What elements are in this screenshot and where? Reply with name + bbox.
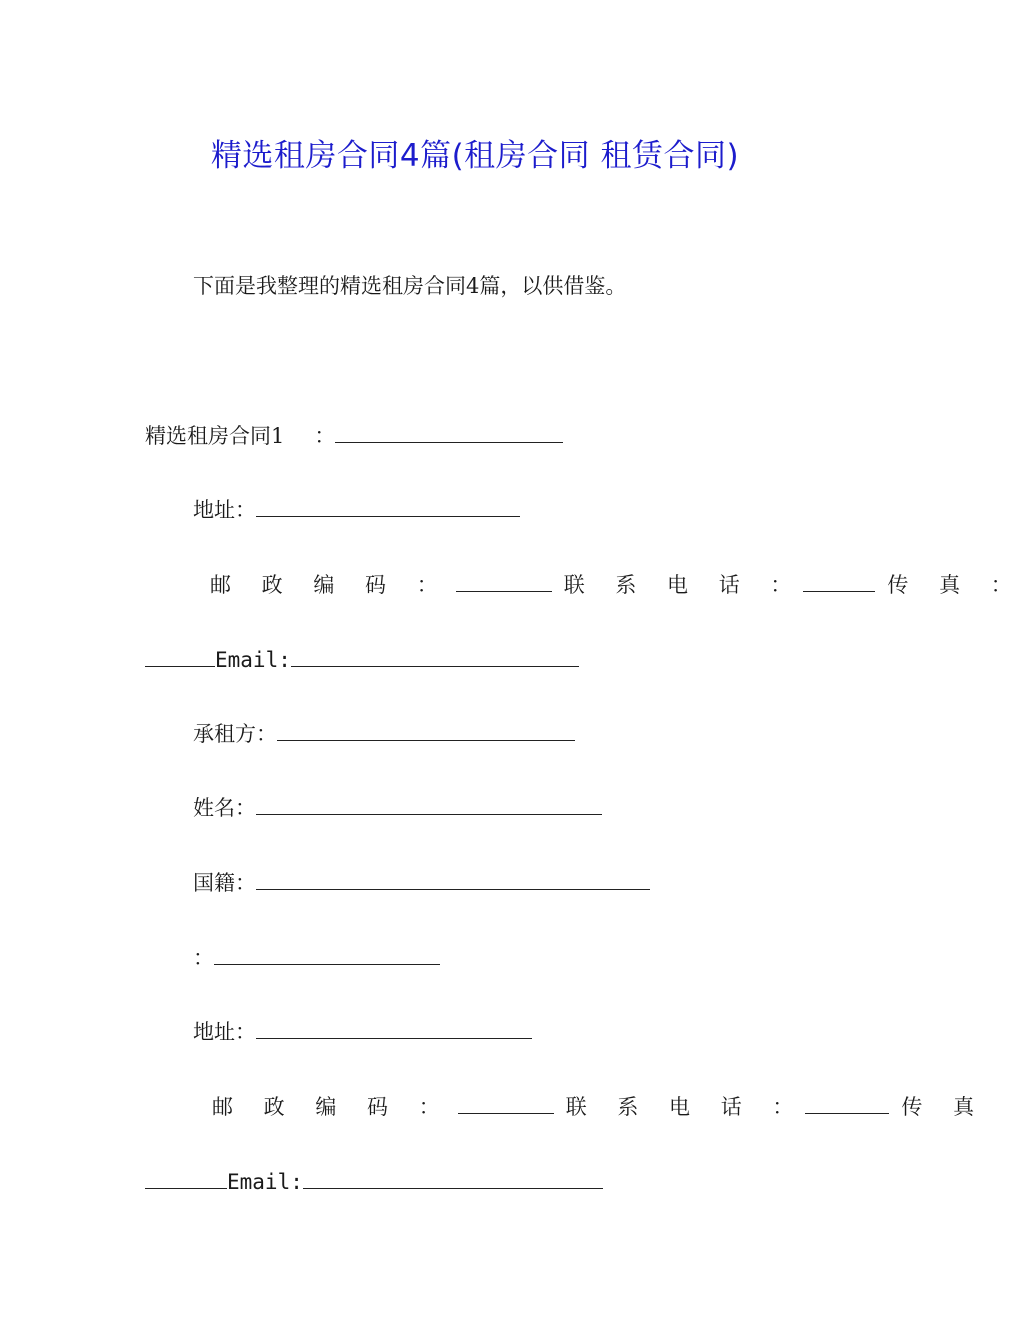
address-blank[interactable] [256, 496, 520, 517]
contract-heading: 精选租房合同1 [145, 424, 285, 448]
lessor-address-line [193, 495, 520, 525]
email-blank-2[interactable] [303, 1168, 603, 1189]
intro-text: 下面是我整理的精选租房合同4篇，以供借鉴。 [193, 274, 627, 298]
address-label-2: 地址： [193, 1020, 256, 1044]
lessee-contact-line [212, 1092, 986, 1122]
nationality-line [193, 868, 650, 898]
unlabeled-colon: ： [193, 946, 214, 970]
lessee-blank[interactable] [277, 720, 575, 741]
unlabeled-blank[interactable] [214, 944, 440, 965]
nationality-label: 国籍： [193, 871, 256, 895]
lessor-email-line [145, 645, 579, 675]
lessee-line [193, 719, 575, 749]
address-blank-2[interactable] [256, 1018, 532, 1039]
lessee-label: 承租方： [193, 722, 277, 746]
postal-label: 邮 政 编 码 ： [210, 573, 450, 597]
heading-colon: ： [314, 424, 336, 448]
fax-label: 传 真 ： [887, 573, 1024, 597]
phone-blank[interactable] [803, 571, 875, 592]
lessee-email-line [145, 1167, 603, 1197]
email-blank[interactable] [291, 646, 579, 667]
name-blank[interactable] [256, 794, 602, 815]
fax-blank-2[interactable] [145, 1168, 227, 1189]
postal-label-2: 邮 政 编 码 ： [212, 1095, 452, 1119]
fax-label-2: 传 真 [901, 1095, 987, 1119]
contract-heading-line [145, 421, 563, 451]
phone-blank-2[interactable] [805, 1093, 889, 1114]
email-label: Email: [215, 648, 291, 672]
phone-label-2: 联 系 电 话 ： [565, 1095, 806, 1119]
nationality-blank[interactable] [256, 869, 650, 890]
lessor-blank[interactable] [335, 422, 563, 443]
unlabeled-line [193, 943, 440, 973]
document-title: 精选租房合同4篇(租房合同 租赁合同) [210, 138, 740, 174]
intro-paragraph [193, 271, 626, 301]
name-label: 姓名： [193, 796, 256, 820]
fax-blank[interactable] [145, 646, 215, 667]
postal-blank[interactable] [456, 571, 552, 592]
lessee-address-line [193, 1017, 532, 1047]
postal-blank-2[interactable] [458, 1093, 554, 1114]
phone-label: 联 系 电 话 ： [563, 573, 804, 597]
name-line [193, 793, 602, 823]
address-label: 地址： [193, 498, 256, 522]
lessor-contact-line [210, 570, 1024, 600]
email-label-2: Email: [227, 1170, 303, 1194]
